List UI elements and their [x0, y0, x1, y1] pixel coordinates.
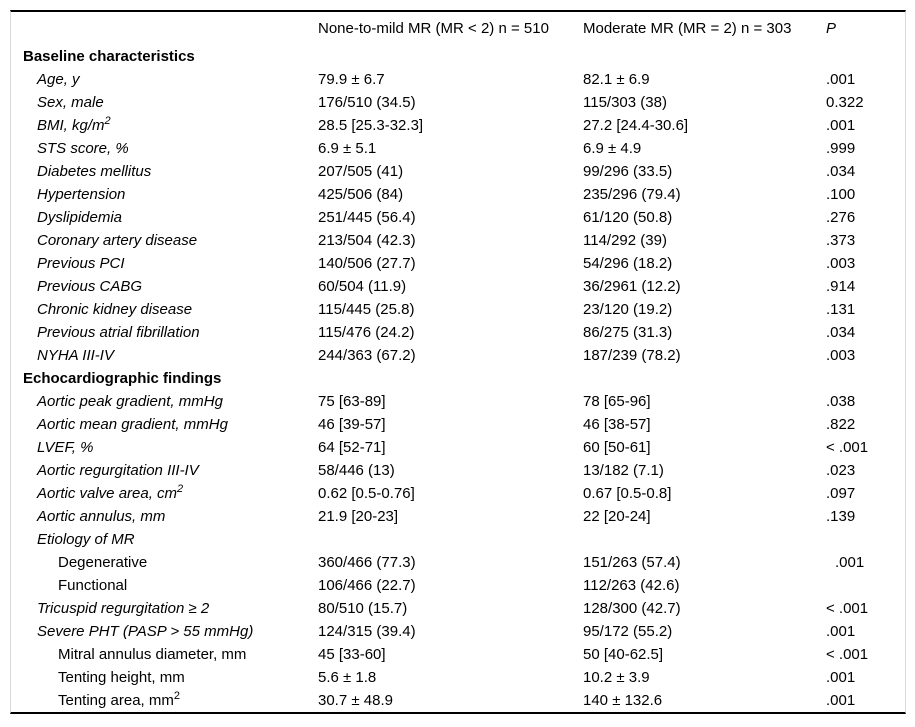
value-moderate-mr: 54/296 (18.2): [583, 255, 673, 272]
row-label: NYHA III-IV: [37, 347, 114, 364]
value-none-to-mild-mr: 115/445 (25.8): [318, 301, 415, 318]
table-row: [11, 229, 905, 252]
value-p: .001: [826, 623, 856, 640]
value-moderate-mr: 6.9 ± 4.9: [583, 140, 642, 157]
value-moderate-mr: 112/263 (42.6): [583, 577, 680, 594]
value-none-to-mild-mr: 176/510 (34.5): [318, 94, 416, 111]
value-moderate-mr: 128/300 (42.7): [583, 600, 681, 617]
table-row: [11, 620, 905, 643]
value-p: .914: [826, 278, 856, 295]
value-moderate-mr: 27.2 [24.4-30.6]: [583, 117, 689, 134]
table-row: [11, 413, 905, 436]
value-none-to-mild-mr: 244/363 (67.2): [318, 347, 416, 364]
value-moderate-mr: 10.2 ± 3.9: [583, 669, 650, 686]
row-label: Diabetes mellitus: [37, 163, 152, 180]
table-row: [11, 321, 905, 344]
row-label: Mitral annulus diameter, mm: [58, 646, 247, 663]
row-label: Previous CABG: [37, 278, 143, 295]
table-row: [11, 160, 905, 183]
column-header-moderate-mr: Moderate MR (MR = 2) n = 303: [583, 20, 792, 37]
table-row: [11, 482, 905, 505]
value-none-to-mild-mr: 140/506 (27.7): [318, 255, 416, 272]
value-moderate-mr: 95/172 (55.2): [583, 623, 673, 640]
row-label: Baseline characteristics: [23, 48, 195, 65]
table-row: [11, 528, 905, 551]
value-moderate-mr: 46 [38-57]: [583, 416, 651, 433]
value-none-to-mild-mr: 207/505 (41): [318, 163, 404, 180]
table-row: [11, 436, 905, 459]
value-p: .023: [826, 462, 856, 479]
value-moderate-mr: [583, 528, 826, 551]
value-none-to-mild-mr: 124/315 (39.4): [318, 623, 416, 640]
value-moderate-mr: 60 [50-61]: [583, 439, 651, 456]
row-label: Tenting area, $mm^2$: [58, 690, 181, 709]
value-p: .373: [826, 232, 856, 249]
row-label: Aortic regurgitation III-IV: [37, 462, 199, 479]
table-row: [11, 459, 905, 482]
value-none-to-mild-mr: 360/466 (77.3): [318, 554, 416, 571]
value-p: .139: [826, 508, 856, 525]
value-p: .001: [835, 554, 865, 571]
row-label: Chronic kidney disease: [37, 301, 193, 318]
value-moderate-mr: 0.67 [0.5-0.8]: [583, 485, 672, 502]
table-row: [11, 689, 905, 712]
table-row: [11, 45, 905, 68]
row-label: BMI, $kg/m^2$: [37, 115, 111, 134]
table-row: [11, 68, 905, 91]
value-p: .034: [826, 324, 856, 341]
row-label: Etiology of MR: [37, 531, 135, 548]
value-moderate-mr: 187/239 (78.2): [583, 347, 681, 364]
value-p: [826, 574, 905, 597]
value-p: .001: [826, 692, 856, 709]
value-p: .038: [826, 393, 856, 410]
value-moderate-mr: 13/182 (7.1): [583, 462, 664, 479]
row-label: Functional: [58, 577, 128, 594]
value-none-to-mild-mr: 28.5 [25.3-32.3]: [318, 117, 424, 134]
value-moderate-mr: 36/2961 (12.2): [583, 278, 681, 295]
table-row: [11, 275, 905, 298]
column-header-p-value: P: [826, 20, 837, 37]
row-label: Hypertension: [37, 186, 126, 203]
table-row: [11, 505, 905, 528]
value-moderate-mr: 82.1 ± 6.9: [583, 71, 650, 88]
value-moderate-mr: 50 [40-62.5]: [583, 646, 664, 663]
table-row: [11, 252, 905, 275]
value-p: .003: [826, 255, 856, 272]
value-none-to-mild-mr: 5.6 ± 1.8: [318, 669, 377, 686]
value-moderate-mr: 235/296 (79.4): [583, 186, 681, 203]
value-none-to-mild-mr: [318, 367, 583, 390]
value-p: 0.322: [826, 94, 864, 111]
table-row: [11, 367, 905, 390]
table-row: [11, 551, 905, 574]
row-label: Previous PCI: [37, 255, 125, 272]
value-none-to-mild-mr: 425/506 (84): [318, 186, 404, 203]
table-row: [11, 298, 905, 321]
row-label: Dyslipidemia: [37, 209, 123, 226]
table-row: [11, 666, 905, 689]
value-moderate-mr: 86/275 (31.3): [583, 324, 673, 341]
value-none-to-mild-mr: 79.9 ± 6.7: [318, 71, 385, 88]
value-none-to-mild-mr: 60/504 (11.9): [318, 278, 407, 295]
row-label: Sex, male: [37, 94, 104, 111]
value-none-to-mild-mr: [318, 528, 583, 551]
value-none-to-mild-mr: [318, 45, 583, 68]
value-moderate-mr: [583, 45, 826, 68]
value-p: [826, 367, 905, 390]
value-none-to-mild-mr: 80/510 (15.7): [318, 600, 408, 617]
table-row: [11, 597, 905, 620]
row-label: Aortic annulus, mm: [37, 508, 166, 525]
row-label: Echocardiographic findings: [23, 370, 222, 387]
value-none-to-mild-mr: 106/466 (22.7): [318, 577, 416, 594]
table-row: [11, 114, 905, 137]
value-none-to-mild-mr: 213/504 (42.3): [318, 232, 416, 249]
value-moderate-mr: 151/263 (57.4): [583, 554, 681, 571]
value-p: .100: [826, 186, 856, 203]
value-none-to-mild-mr: 58/446 (13): [318, 462, 395, 479]
value-p: < .001: [826, 439, 869, 456]
value-moderate-mr: 114/292 (39): [583, 232, 667, 249]
value-p: .034: [826, 163, 856, 180]
value-none-to-mild-mr: 46 [39-57]: [318, 416, 386, 433]
row-label: Aortic valve area, $cm^2$: [37, 483, 184, 502]
value-moderate-mr: 99/296 (33.5): [583, 163, 673, 180]
data-table: [11, 12, 905, 712]
value-none-to-mild-mr: 6.9 ± 5.1: [318, 140, 377, 157]
column-header-row: [11, 12, 905, 45]
value-p: [826, 45, 905, 68]
column-header-empty: [11, 12, 318, 45]
table-row: [11, 137, 905, 160]
row-label: LVEF, %: [37, 439, 94, 456]
row-label: Coronary artery disease: [37, 232, 198, 249]
value-moderate-mr: 61/120 (50.8): [583, 209, 673, 226]
value-none-to-mild-mr: 30.7 ± 48.9: [318, 692, 393, 709]
value-none-to-mild-mr: 45 [33-60]: [318, 646, 386, 663]
column-header-none-to-mild-mr: None-to-mild MR (MR < 2) n = 510: [318, 20, 549, 37]
value-p: .276: [826, 209, 856, 226]
table-row: [11, 390, 905, 413]
value-p: [826, 528, 905, 551]
value-p: .001: [826, 669, 856, 686]
value-moderate-mr: 22 [20-24]: [583, 508, 651, 525]
value-p: .001: [826, 71, 856, 88]
table-row: [11, 344, 905, 367]
table-row: [11, 91, 905, 114]
value-p: .131: [826, 301, 856, 318]
value-none-to-mild-mr: 64 [52-71]: [318, 439, 386, 456]
value-p: .097: [826, 485, 856, 502]
value-p: .003: [826, 347, 856, 364]
table-row: [11, 574, 905, 597]
value-none-to-mild-mr: 0.62 [0.5-0.76]: [318, 485, 415, 502]
value-moderate-mr: [583, 367, 826, 390]
value-moderate-mr: 78 [65-96]: [583, 393, 651, 410]
value-p: .001: [826, 117, 856, 134]
row-label: Age, y: [37, 71, 80, 88]
value-none-to-mild-mr: 75 [63-89]: [318, 393, 386, 410]
value-none-to-mild-mr: 115/476 (24.2): [318, 324, 415, 341]
baseline-characteristics-table: [10, 10, 906, 714]
row-label: Severe PHT (PASP > 55 mmHg): [37, 623, 254, 640]
value-moderate-mr: 23/120 (19.2): [583, 301, 673, 318]
value-none-to-mild-mr: 21.9 [20-23]: [318, 508, 399, 525]
value-moderate-mr: 140 ± 132.6: [583, 692, 663, 709]
value-p: .822: [826, 416, 856, 433]
row-label: Aortic mean gradient, mmHg: [37, 416, 228, 433]
value-p: < .001: [826, 600, 869, 617]
table-row: [11, 206, 905, 229]
value-none-to-mild-mr: 251/445 (56.4): [318, 209, 416, 226]
row-label: Aortic peak gradient, mmHg: [37, 393, 223, 410]
table-row: [11, 643, 905, 666]
row-label: Tricuspid regurgitation ≥ 2: [37, 600, 210, 617]
value-p: < .001: [826, 646, 869, 663]
row-label: STS score, %: [37, 140, 129, 157]
value-moderate-mr: 115/303 (38): [583, 94, 667, 111]
value-p: .999: [826, 140, 856, 157]
row-label: Degenerative: [58, 554, 148, 571]
row-label: Tenting height, mm: [58, 669, 185, 686]
row-label: Previous atrial fibrillation: [37, 324, 200, 341]
table-row: [11, 183, 905, 206]
